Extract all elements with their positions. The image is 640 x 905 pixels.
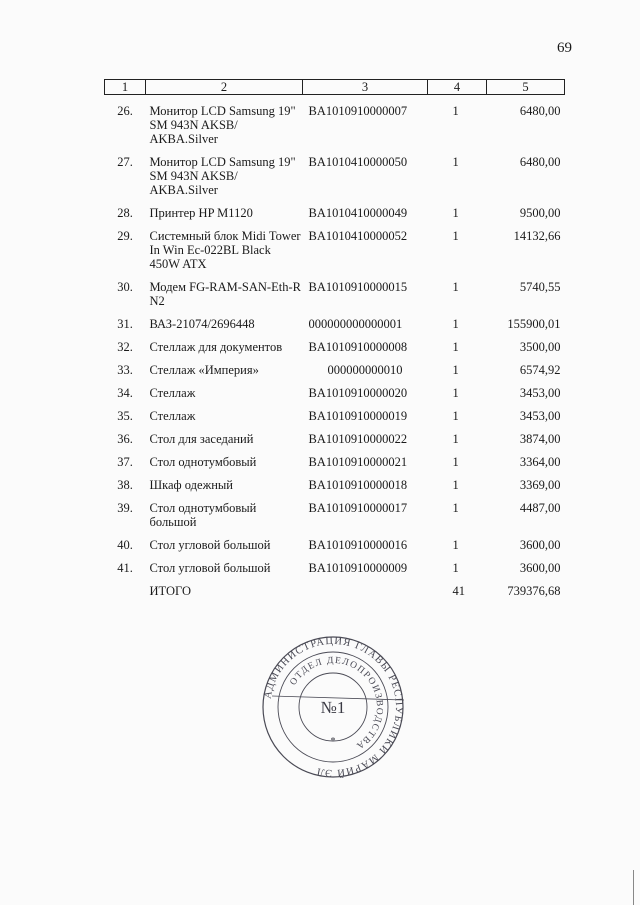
- inventory-code: BA1010910000008: [308, 340, 408, 354]
- item-amount: 3874,00: [519, 432, 561, 446]
- item-quantity: 1: [452, 155, 459, 169]
- row-spacer: [105, 308, 565, 317]
- row-number: 33.: [117, 363, 133, 377]
- inventory-code: BA1010910000015: [308, 280, 408, 294]
- row-number: 28.: [117, 206, 133, 220]
- row-number: 37.: [117, 455, 133, 469]
- item-quantity: 1: [452, 432, 459, 446]
- item-amount: 14132,66: [513, 229, 561, 243]
- item-name: Монитор LCD Samsung 19" SM 943N AKSB/ AKBA.Silver: [149, 104, 296, 146]
- total-code-blank: [303, 584, 428, 598]
- item-quantity: 1: [452, 455, 459, 469]
- table-row: [105, 317, 565, 331]
- page-number: 69: [557, 40, 572, 56]
- inventory-table: [104, 79, 565, 598]
- table-row: [105, 340, 565, 354]
- item-amount: 6480,00: [519, 104, 561, 118]
- table-row: [105, 538, 565, 552]
- row-number: 39.: [117, 501, 133, 515]
- item-quantity: 1: [452, 363, 459, 377]
- item-amount: 3369,00: [519, 478, 561, 492]
- item-amount: 4487,00: [519, 501, 561, 515]
- inventory-code: BA1010910000007: [308, 104, 408, 118]
- table-body: [105, 95, 565, 599]
- row-spacer: [105, 492, 565, 501]
- total-blank: [105, 584, 146, 598]
- row-spacer: [105, 271, 565, 280]
- row-number: 32.: [117, 340, 133, 354]
- item-quantity: 1: [452, 340, 459, 354]
- row-number: 27.: [117, 155, 133, 169]
- row-number: 30.: [117, 280, 133, 294]
- item-amount: 3500,00: [519, 340, 561, 354]
- inventory-code: BA1010910000016: [308, 538, 408, 552]
- item-quantity: 1: [452, 538, 459, 552]
- item-name: Стол для заседаний: [149, 432, 254, 446]
- row-spacer: [105, 220, 565, 229]
- item-amount: 9500,00: [519, 206, 561, 220]
- total-label: ИТОГО: [149, 584, 191, 598]
- item-name: Стеллаж: [149, 409, 196, 423]
- row-number: 34.: [117, 386, 133, 400]
- item-amount: 3600,00: [519, 561, 561, 575]
- table-row: [105, 501, 565, 529]
- row-spacer: [105, 146, 565, 155]
- inventory-code: 000000000010: [327, 363, 403, 377]
- table-row: [105, 363, 565, 377]
- row-spacer: [105, 400, 565, 409]
- table-row: [105, 432, 565, 446]
- header-col-5: 5: [487, 80, 565, 95]
- item-amount: 155900,01: [507, 317, 561, 331]
- header-col-1: 1: [105, 80, 146, 95]
- inventory-code: BA1010910000017: [308, 501, 408, 515]
- item-amount: 3453,00: [519, 409, 561, 423]
- item-name: Шкаф одежный: [149, 478, 233, 492]
- item-quantity: 1: [452, 501, 459, 515]
- table-row: [105, 561, 565, 575]
- table-row: [105, 229, 565, 271]
- inventory-code: BA1010910000009: [308, 561, 408, 575]
- item-quantity: 1: [452, 104, 459, 118]
- row-number: 36.: [117, 432, 133, 446]
- item-amount: 3364,00: [519, 455, 561, 469]
- stamp-inner-text: ОТДЕЛ ДЕЛОПРОИЗВОДСТВА: [288, 655, 385, 751]
- total-row: [105, 584, 565, 598]
- table-row: [105, 409, 565, 423]
- office-stamp: [262, 636, 404, 778]
- header-col-4: 4: [428, 80, 487, 95]
- row-spacer: [105, 423, 565, 432]
- table-row: [105, 280, 565, 308]
- row-spacer: [105, 95, 565, 105]
- item-name: Модем FG-RAM-SAN-Eth-R N2: [149, 280, 301, 308]
- header-col-2: 2: [146, 80, 303, 95]
- inventory-code: BA1010910000021: [308, 455, 408, 469]
- row-number: 41.: [117, 561, 133, 575]
- inventory-code: BA1010910000018: [308, 478, 408, 492]
- row-spacer: [105, 529, 565, 538]
- row-spacer: [105, 331, 565, 340]
- item-amount: 5740,55: [519, 280, 561, 294]
- total-amount: 739376,68: [507, 584, 561, 598]
- row-number: 29.: [117, 229, 133, 243]
- item-quantity: 1: [452, 478, 459, 492]
- item-amount: 6480,00: [519, 155, 561, 169]
- item-name: Стол однотумбовый большой: [149, 501, 257, 529]
- table-row: [105, 478, 565, 492]
- item-name: Стеллаж: [149, 386, 196, 400]
- item-quantity: 1: [452, 409, 459, 423]
- item-amount: 3600,00: [519, 538, 561, 552]
- item-name: Системный блок Midi Tower In Win Ec-022BL Black 450W ATX: [149, 229, 301, 271]
- item-name: Стеллаж для документов: [149, 340, 283, 354]
- item-amount: 3453,00: [519, 386, 561, 400]
- row-spacer: [105, 469, 565, 478]
- inventory-code: BA1010910000022: [308, 432, 408, 446]
- table-row: [105, 155, 565, 197]
- row-number: 26.: [117, 104, 133, 118]
- item-quantity: 1: [452, 206, 459, 220]
- stamp-star-icon: *: [330, 736, 336, 747]
- item-name: Стеллаж «Империя»: [149, 363, 259, 377]
- item-name: Стол однотумбовый: [149, 455, 257, 469]
- item-name: Стол угловой большой: [149, 561, 271, 575]
- item-name: ВАЗ-21074/2696448: [149, 317, 255, 331]
- item-quantity: 1: [452, 229, 459, 243]
- item-name: Стол угловой большой: [149, 538, 271, 552]
- total-quantity: 41: [452, 584, 465, 598]
- item-quantity: 1: [452, 386, 459, 400]
- row-spacer: [105, 552, 565, 561]
- inventory-code: BA1010410000050: [308, 155, 408, 169]
- inventory-code: 000000000000001: [308, 317, 403, 331]
- inventory-code: BA1010410000049: [308, 206, 408, 220]
- inventory-code: BA1010910000019: [308, 409, 408, 423]
- row-number: 38.: [117, 478, 133, 492]
- row-spacer: [105, 377, 565, 386]
- row-number: 31.: [117, 317, 133, 331]
- item-quantity: 1: [452, 317, 459, 331]
- row-spacer: [105, 575, 565, 584]
- item-name: Принтер HP M1120: [149, 206, 253, 220]
- item-amount: 6574,92: [519, 363, 561, 377]
- table-row: [105, 455, 565, 469]
- table-row: [105, 206, 565, 220]
- row-spacer: [105, 446, 565, 455]
- inventory-code: BA1010910000020: [308, 386, 408, 400]
- stamp-number: №1: [320, 698, 346, 717]
- table-header: [105, 80, 565, 95]
- item-quantity: 1: [452, 280, 459, 294]
- margin-mark: [633, 870, 634, 905]
- inventory-code: BA1010410000052: [308, 229, 408, 243]
- row-number: 35.: [117, 409, 133, 423]
- item-quantity: 1: [452, 561, 459, 575]
- table-row: [105, 104, 565, 146]
- stamp-outer-text: АДМИНИСТРАЦИЯ ГЛАВЫ РЕСПУБЛИКИ МАРИЙ ЭЛ: [262, 636, 404, 778]
- row-spacer: [105, 354, 565, 363]
- row-spacer: [105, 197, 565, 206]
- table-row: [105, 386, 565, 400]
- header-col-3: 3: [303, 80, 428, 95]
- row-number: 40.: [117, 538, 133, 552]
- item-name: Монитор LCD Samsung 19" SM 943N AKSB/ AKBA.Silver: [149, 155, 296, 197]
